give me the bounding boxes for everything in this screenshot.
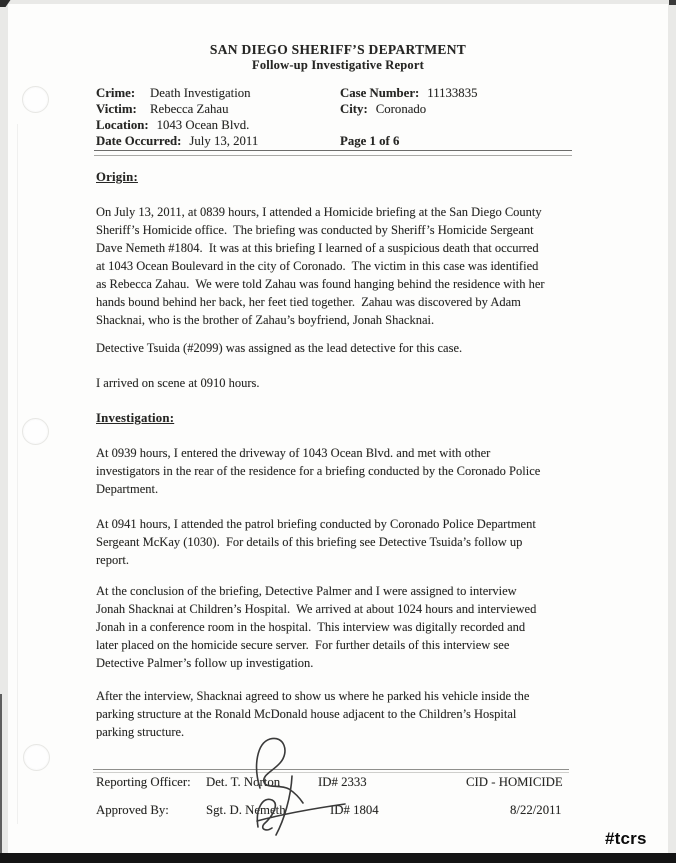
text-line: At the conclusion of the briefing, Detective Palmer and I were assigned to interview [96,584,517,598]
reporting-officer-name: Det. T. Norton [206,775,281,789]
date-occurred-row [96,133,258,149]
case-number-label: Case Number: [340,86,420,100]
report-type-title: Follow-up Investigative Report [252,58,424,72]
division-name: CID - HOMICIDE [466,775,563,789]
tcrs-watermark: #tcrs [605,829,647,848]
text-line: investigators in the rear of the residence for a briefing conducted by the Coronado Police [96,464,541,478]
approved-date: 8/22/2011 [510,803,562,817]
approved-by-id: ID# 1804 [330,803,379,817]
city-value: Coronado [375,102,427,116]
paragraph-origin-2 [96,339,462,357]
text-line: Detective Tsuida (#2099) was assigned as the lead detective for this case. [96,341,463,355]
victim-value: Rebecca Zahau [150,102,229,116]
city-label: City: [340,102,368,116]
victim-label: Victim: [96,102,137,116]
location-label: Location: [96,118,149,132]
department-title: SAN DIEGO SHERIFF’S DEPARTMENT [209,42,467,57]
header-divider-rule [94,150,572,156]
text-line: Sergeant McKay (1030). For details of this briefing see Detective Tsuida’s follow up [96,535,523,549]
crime-label: Crime: [96,86,136,100]
investigation-heading: Investigation: [96,411,175,425]
paragraph-origin-1 [96,203,545,329]
page-number-row [340,133,478,149]
victim-row [96,101,258,117]
location-value: 1043 Ocean Blvd. [156,118,250,132]
text-line: parking structure. [96,725,185,739]
scan-artifact-left-edge [0,694,2,853]
document-page [8,4,668,853]
city-row [340,101,478,117]
origin-heading: Origin: [96,170,138,184]
text-line: Jonah in a conference room in the hospital. This interview was digitally recorded and [96,620,526,634]
paragraph-investigation-4 [96,687,529,741]
page-number: Page 1 of 6 [340,134,400,148]
hole-punch-top [22,86,49,113]
text-line: report. [96,553,129,567]
approved-by-name: Sgt. D. Nemeth [206,803,286,817]
case-number-row [340,85,478,101]
text-line: On July 13, 2011, at 0839 hours, I attended a Homicide briefing at the San Diego County [96,205,542,219]
paragraph-investigation-2 [96,515,536,569]
text-line: at 1043 Ocean Boulevard in the city of Coronado. The victim in this case was identified [96,259,539,273]
text-line: later placed on the homicide secure server. For further details of this interview see [96,638,510,652]
date-occurred-label: Date Occurred: [96,134,182,148]
page-edge-shadow [17,124,18,824]
hole-punch-bottom [23,744,50,771]
text-line: parking structure at the Ronald McDonald house adjacent to the Children’s Hospital [96,707,517,721]
paragraph-origin-3 [96,374,260,392]
crime-value: Death Investigation [150,86,251,100]
approved-by-label: Approved By: [96,803,169,817]
case-info-right-column [340,85,478,149]
case-info-left-column [96,85,258,149]
paragraph-investigation-3 [96,582,536,672]
paragraph-investigation-1 [96,444,540,498]
text-line: Sheriff’s Homicide office. The briefing was conducted by Sheriff’s Homicide Sergeant [96,223,534,237]
text-line: I arrived on scene at 0910 hours. [96,376,260,390]
footer-divider-rule [93,769,569,773]
text-line: Detective Palmer’s follow up investigation. [96,656,314,670]
location-row [96,117,258,133]
text-line: At 0941 hours, I attended the patrol briefing conducted by Coronado Police Department [96,517,536,531]
text-line: After the interview, Shacknai agreed to show us where he parked his vehicle inside the [96,689,530,703]
hole-punch-middle [22,418,49,445]
text-line: Jonah Shacknai at Children’s Hospital. We arrived at about 1024 hours and interviewed [96,602,537,616]
date-occurred-value: July 13, 2011 [189,134,259,148]
reporting-officer-label: Reporting Officer: [96,775,191,789]
text-line: At 0939 hours, I entered the driveway of 1043 Ocean Blvd. and met with other [96,446,491,460]
reporting-officer-id: ID# 2333 [318,775,367,789]
scan-bottom-black-bar [0,853,676,863]
text-line: as Rebecca Zahau. We were told Zahau was found hanging behind the residence with her [96,277,545,291]
case-number-value: 11133835 [427,86,478,100]
text-line: hands bound behind her back, her feet tied together. Zahau was discovered by Adam [96,295,521,309]
text-line: Dave Nemeth #1804. It was at this briefing I learned of a suspicious death that occurred [96,241,539,255]
crime-row [96,85,258,101]
text-line: Shacknai, who is the brother of Zahau’s boyfriend, Jonah Shacknai. [96,313,435,327]
scan-artifact-top-right [669,0,676,5]
text-line: Department. [96,482,159,496]
